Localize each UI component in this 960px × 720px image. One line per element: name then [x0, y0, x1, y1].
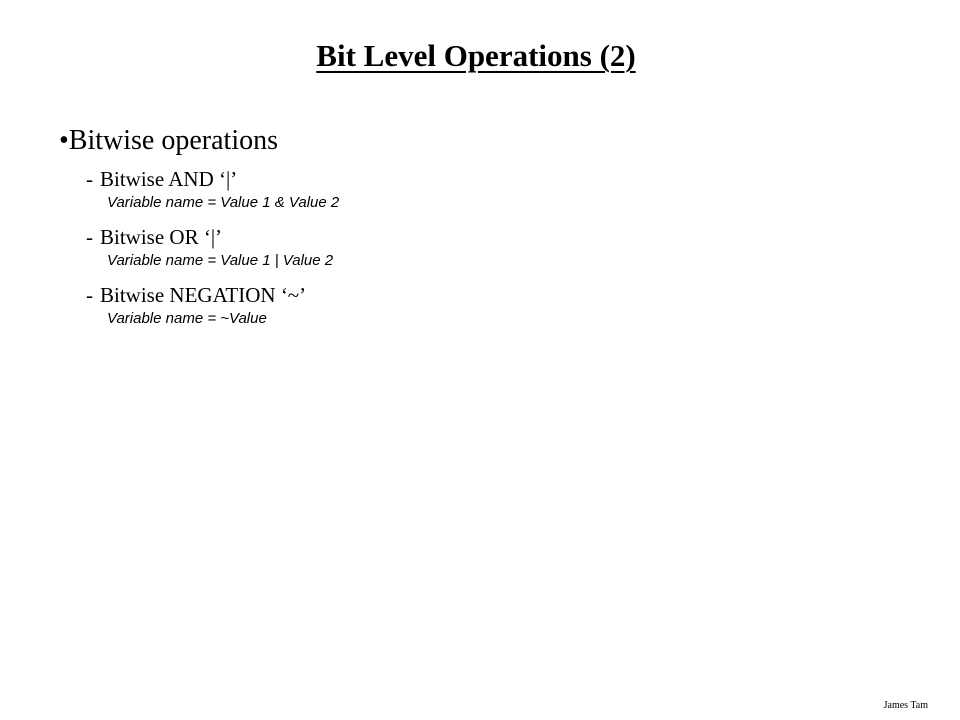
sub-bullet-or [86, 224, 339, 272]
dash-marker: - [86, 225, 93, 249]
syntax-example: Variable name = Value 1 | Value 2 [107, 252, 334, 269]
sub-bullet-heading [86, 224, 339, 250]
operation-label: Bitwise AND ‘|’ [100, 167, 238, 191]
sub-bullet-negation [86, 282, 339, 330]
syntax-example: Variable name = ~Value [107, 310, 267, 327]
operation-label: Bitwise NEGATION ‘~’ [100, 283, 307, 307]
slide-title: Bit Level Operations (2) [316, 38, 636, 73]
operation-label: Bitwise OR ‘|’ [100, 225, 223, 249]
sub-bullet-list [86, 166, 339, 330]
sub-bullet-and [86, 166, 339, 214]
dash-marker: - [86, 283, 93, 307]
dash-marker: - [86, 167, 93, 191]
main-bullet: •Bitwise operations [59, 125, 278, 156]
author-footer: James Tam [883, 700, 928, 711]
sub-bullet-heading [86, 282, 339, 308]
syntax-example: Variable name = Value 1 & Value 2 [107, 194, 340, 211]
sub-bullet-heading [86, 166, 339, 192]
